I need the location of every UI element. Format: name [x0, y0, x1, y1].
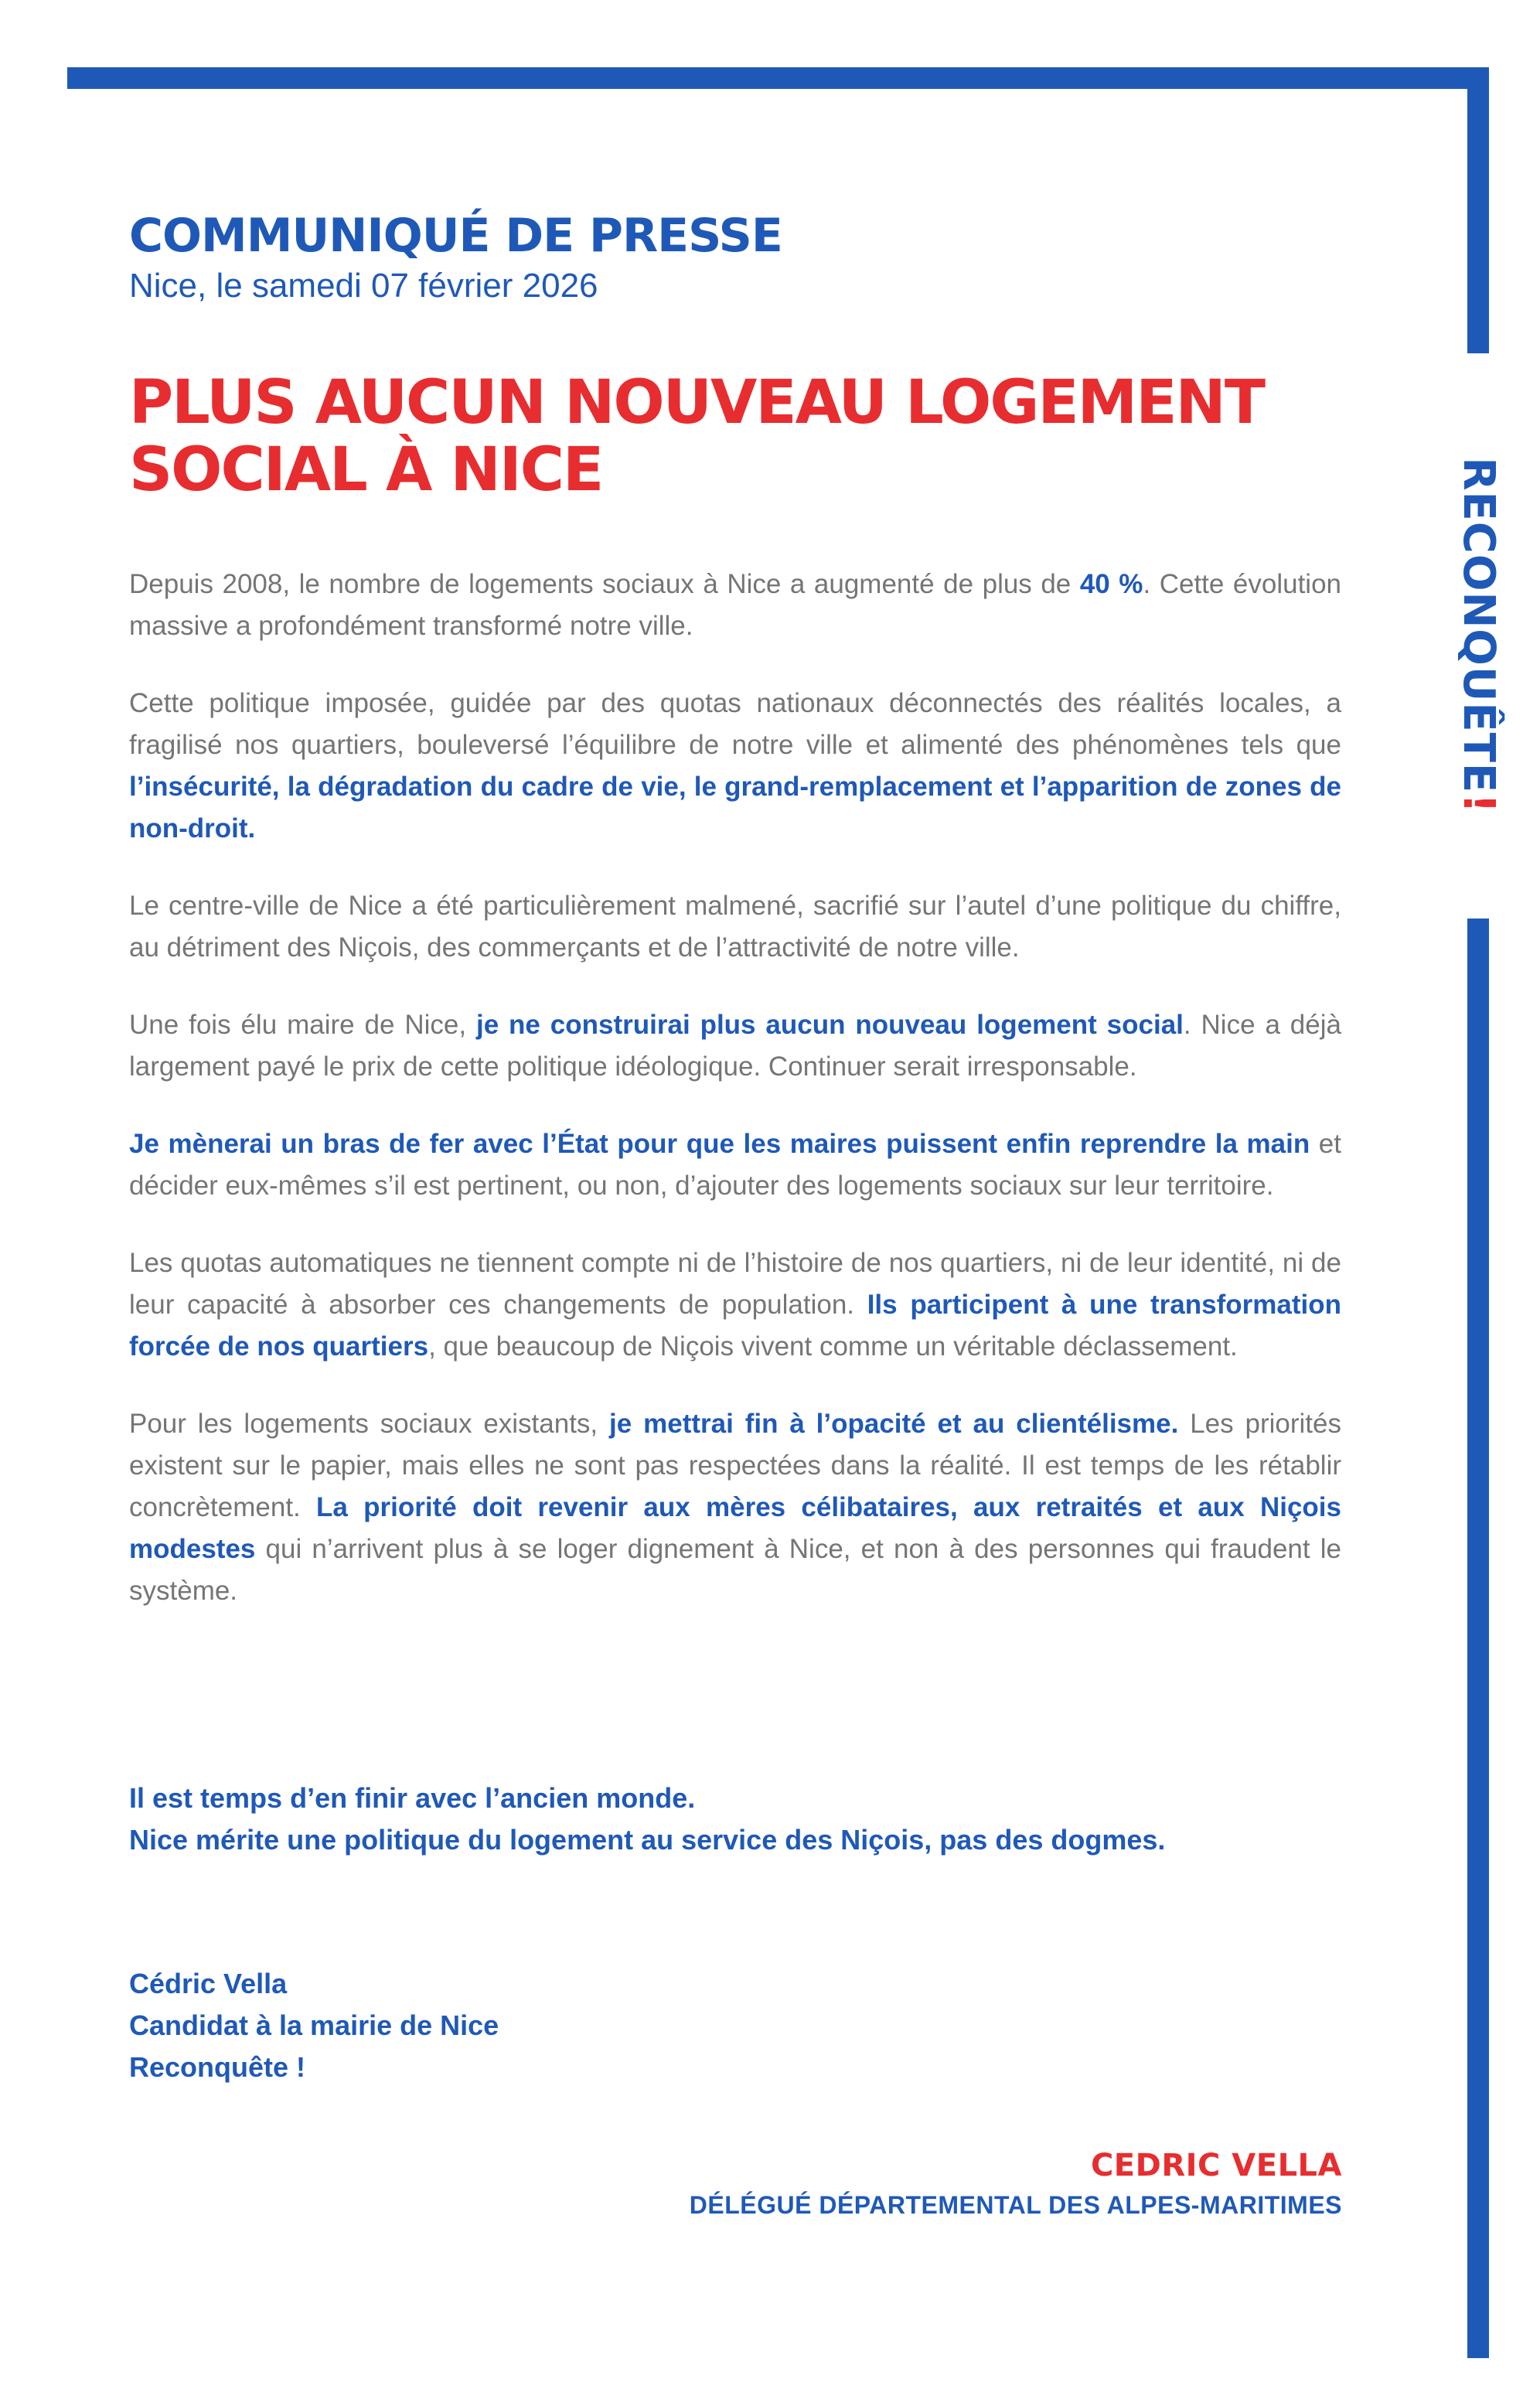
paragraph-text: Cette politique imposée, guidée par des quotas nationaux déconnectés des réalités locales, a fragilisé nos quartiers, bouleversé l’équilibre de notre ville et alimenté des phénomènes tels que	[129, 688, 1341, 760]
press-header	[129, 210, 1343, 307]
press-kicker: COMMUNIQUÉ DE PRESSE	[129, 209, 782, 263]
brand-name: RECONQUÊTE	[1453, 457, 1504, 794]
highlight-text: La priorité doit revenir aux mères célibataires, aux retraités et aux Niçois modestes	[129, 1492, 1341, 1564]
closing-line-2: Nice mérite une politique du logement au service des Niçois, pas des dogmes.	[129, 1824, 1166, 1856]
footer-name: CEDRIC VELLA	[1090, 2148, 1342, 2183]
paragraph-7	[129, 1403, 1341, 1612]
paragraph-text: Pour les logements sociaux existants,	[129, 1409, 610, 1439]
footer-role: DÉLÉGUÉ DÉPARTEMENTAL DES ALPES-MARITIMES	[689, 2191, 1342, 2219]
highlight-text: je mettrai fin à l’opacité et au clientélisme.	[609, 1409, 1179, 1439]
press-body	[129, 564, 1341, 1648]
closing-statement	[129, 1777, 1366, 1861]
brand-logo	[1453, 457, 1504, 814]
frame-right-bar-upper	[1467, 67, 1489, 353]
frame-right-bar-lower	[1467, 919, 1489, 2358]
paragraph-6	[129, 1242, 1341, 1368]
signature-role: Candidat à la mairie de Nice	[129, 2009, 499, 2041]
paragraph-text: et décider eux-mêmes s’il est pertinent, ou non, d’ajouter des logements sociaux sur leur territoire.	[129, 1129, 1341, 1201]
footer-signature	[690, 2145, 1342, 2225]
dateline: Nice, le samedi 07 février 2026	[129, 267, 598, 305]
paragraph-3	[129, 885, 1341, 969]
highlight-text: 40 %	[1079, 569, 1143, 599]
headline-line-2: SOCIAL À NICE	[129, 435, 603, 506]
paragraph-1	[129, 564, 1341, 647]
brand-exclamation: !	[1453, 793, 1504, 814]
paragraph-text: . Nice a déjà largement payé le prix de cette politique idéologique. Continuer serait irresponsable.	[129, 1010, 1341, 1082]
highlight-text: Ils participent à une transformation forcée de nos quartiers	[129, 1290, 1341, 1362]
highlight-text: je ne construirai plus aucun nouveau logement social	[475, 1010, 1184, 1040]
signature-party: Reconquête !	[129, 2051, 306, 2083]
paragraph-4	[129, 1004, 1341, 1088]
paragraph-text: qui n’arrivent plus à se loger dignement à Nice, et non à des personnes qui fraudent le système.	[129, 1534, 1341, 1606]
paragraph-5	[129, 1123, 1341, 1207]
signature-block	[129, 1963, 825, 2088]
paragraph-text: , que beaucoup de Niçois vivent comme un véritable déclassement.	[428, 1331, 1238, 1362]
paragraph-text: . Cette évolution massive a profondément transformé notre ville.	[129, 569, 1342, 641]
paragraph-text: Depuis 2008, le nombre de logements sociaux à Nice a augmenté de plus de	[129, 569, 1080, 599]
closing-line-1: Il est temps d’en finir avec l’ancien monde.	[129, 1782, 696, 1814]
paragraph-text: Une fois élu maire de Nice,	[129, 1010, 476, 1040]
highlight-text: l’insécurité, la dégradation du cadre de vie, le grand-remplacement et l’apparition de zones de non-droit.	[129, 772, 1341, 844]
highlight-text: Je mènerai un bras de fer avec l’État pour que les maires puissent enfin reprendre la main	[129, 1129, 1310, 1159]
paragraph-text: Les quotas automatiques ne tiennent compte ni de l’histoire de nos quartiers, ni de leur identité, ni de leur capacité à absorber ces changements de population.	[129, 1248, 1341, 1320]
frame-top-bar	[67, 67, 1489, 89]
paragraph-text: Les priorités existent sur le papier, mais elles ne sont pas respectées dans la réalité. Il est temps de les rétablir concrètement.	[129, 1409, 1341, 1522]
paragraph-2	[129, 683, 1341, 850]
headline-line-1: PLUS AUCUN NOUVEAU LOGEMENT	[129, 368, 1265, 438]
paragraph-text: Le centre-ville de Nice a été particulièrement malmené, sacrifié sur l’autel d’une politique du chiffre, au détriment des Niçois, des commerçants et de l’attractivité de notre ville.	[129, 891, 1341, 963]
headline	[129, 370, 1366, 505]
signature-name: Cédric Vella	[129, 1968, 288, 1999]
